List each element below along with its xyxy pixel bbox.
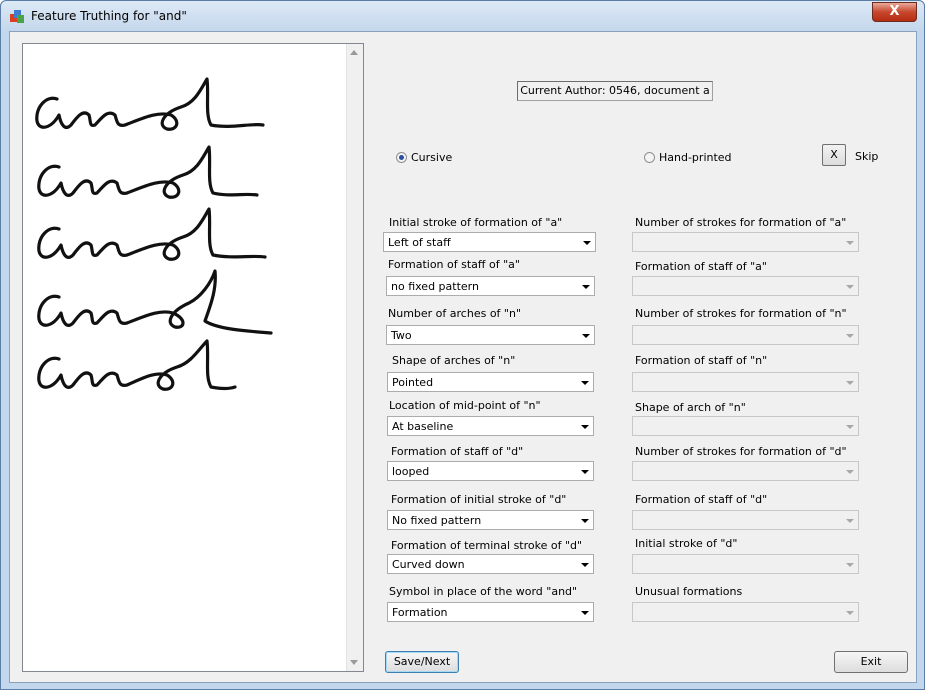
handwriting-samples-image: [31, 59, 351, 399]
chevron-down-icon: [846, 470, 854, 474]
right-field-label: Number of strokes for formation of "a": [635, 216, 847, 229]
left-field-label: Number of arches of "n": [388, 307, 522, 320]
right-staff-d-select: [632, 510, 859, 530]
form-client-area: [9, 31, 917, 683]
right-field-label: Formation of staff of "d": [635, 493, 768, 506]
initial-stroke-d-select[interactable]: No fixed pattern: [387, 510, 594, 530]
chevron-down-icon: [846, 611, 854, 615]
right-field-label: Initial stroke of "d": [635, 537, 738, 550]
right-field-label: Number of strokes for formation of "d": [635, 445, 847, 458]
left-field-label: Formation of staff of "d": [391, 445, 524, 458]
scroll-down-icon[interactable]: [350, 660, 358, 665]
left-field-label: Initial stroke of formation of "a": [389, 216, 563, 229]
number-arches-n-select[interactable]: Two: [386, 325, 595, 345]
chevron-down-icon: [846, 519, 854, 523]
chevron-down-icon: [581, 611, 589, 615]
right-staff-a-select: [632, 276, 859, 296]
chevron-down-icon: [581, 563, 589, 567]
chevron-down-icon: [583, 241, 591, 245]
chevron-down-icon: [846, 285, 854, 289]
hand-printed-label: Hand-printed: [659, 151, 732, 164]
skip-label: Skip: [855, 150, 879, 163]
terminal-stroke-d-select[interactable]: Curved down: [387, 554, 594, 574]
app-icon: [9, 8, 25, 24]
title-bar[interactable]: [1, 1, 924, 31]
radio-checked-icon: [396, 152, 407, 163]
chevron-down-icon: [846, 425, 854, 429]
right-staff-n-select: [632, 372, 859, 392]
scroll-up-icon[interactable]: [350, 50, 358, 55]
left-field-label: Location of mid-point of "n": [389, 399, 541, 412]
chevron-down-icon: [582, 334, 590, 338]
chevron-down-icon: [846, 563, 854, 567]
right-field-label: Formation of staff of "a": [635, 260, 767, 273]
initial-stroke-d-right-select: [632, 554, 859, 574]
close-button[interactable]: X: [872, 2, 917, 22]
radio-unchecked-icon: [644, 152, 655, 163]
right-field-label: Number of strokes for formation of "n": [635, 307, 847, 320]
chevron-down-icon: [846, 334, 854, 338]
cursive-radio[interactable]: [396, 151, 452, 164]
left-field-label: Shape of arches of "n": [392, 354, 516, 367]
save-next-button[interactable]: Save/Next: [385, 651, 459, 673]
chevron-down-icon: [581, 519, 589, 523]
right-field-label: Unusual formations: [635, 585, 743, 598]
cursive-label: Cursive: [411, 151, 453, 164]
vertical-scrollbar[interactable]: [346, 44, 363, 671]
arch-n-select: [632, 416, 859, 436]
hand-printed-radio[interactable]: [644, 151, 732, 164]
chevron-down-icon: [581, 381, 589, 385]
formation-staff-a-select[interactable]: no fixed pattern: [386, 276, 595, 296]
strokes-n-select: [632, 325, 859, 345]
chevron-down-icon: [582, 285, 590, 289]
chevron-down-icon: [581, 470, 589, 474]
right-field-label: Formation of staff of "n": [635, 354, 768, 367]
strokes-d-select: [632, 461, 859, 481]
right-field-label: Shape of arch of "n": [635, 401, 746, 414]
left-field-label: Formation of terminal stroke of "d": [391, 539, 583, 552]
symbol-and-select[interactable]: Formation: [387, 602, 594, 622]
left-field-label: Symbol in place of the word "and": [389, 585, 578, 598]
chevron-down-icon: [846, 241, 854, 245]
chevron-down-icon: [846, 381, 854, 385]
window-title: Feature Truthing for "and": [31, 9, 187, 23]
chevron-down-icon: [581, 425, 589, 429]
shape-arches-n-select[interactable]: Pointed: [387, 372, 594, 392]
exit-button[interactable]: Exit: [834, 651, 908, 673]
unusual-formations-select: [632, 602, 859, 622]
formation-staff-d-select[interactable]: looped: [387, 461, 594, 481]
strokes-a-select: [632, 232, 859, 252]
left-field-label: Formation of staff of "a": [388, 258, 520, 271]
midpoint-n-select[interactable]: At baseline: [387, 416, 594, 436]
current-author-display: Current Author: 0546, document a: [517, 81, 713, 101]
skip-button[interactable]: X: [822, 144, 846, 166]
initial-stroke-a-select[interactable]: Left of staff: [383, 232, 596, 252]
handwriting-image-panel[interactable]: [22, 43, 364, 672]
left-field-label: Formation of initial stroke of "d": [391, 493, 567, 506]
